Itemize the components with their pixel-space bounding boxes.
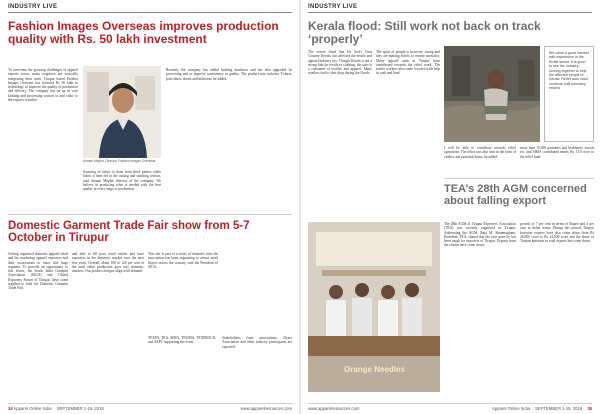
story2-headline: Domestic Garment Trade Fair show from 5-7 October in Tirupur xyxy=(8,220,250,245)
right-page-number: 35 xyxy=(587,406,592,411)
left-section-tag: INDUSTRY LIVE xyxy=(8,4,58,10)
story2-col3: This fair is part of a series of domestic fairs the association has been organising to attract retail buyers across the country, said the President of SIGA. xyxy=(148,252,218,269)
story1-photo-caption: Annam Megha, Director, Fashion Images Overseas xyxy=(83,159,156,163)
story2-col4: TEXPA, TEA, SIMA, TNGMA, TEXPROCIL and AEPC supporting the event. xyxy=(148,336,216,345)
tea-headline: TEA’s 28th AGM concerned about falling export xyxy=(444,183,587,207)
story1-col1: To overcome the growing challenges of apparel exports sector, many exporters are vertically integrating their units. Tirupur based Fashion Images Overseas has invested Rs 50 lakh in technology to improve the quality of production and delivery. The company has set up its own knitting and processing section to add value to the exports it makes. xyxy=(8,68,78,103)
kerala-col3: I will be able to contribute towards relief operations. The relief was also sent in the form of clothes and essential items, he added. xyxy=(444,146,516,159)
left-footer-mag: Apparel Online India xyxy=(13,406,52,411)
left-footer-rule xyxy=(8,403,292,404)
flood-photo-image xyxy=(444,46,540,142)
story2-col1: Getting organised domestic apparel retail and the marketing apparel exporters and their associations to enter this huge segment. To provide an opportunity to this sector, the South India Garment Association (SIGA) and Global Exporters Forum of Tirupur, have come together to hold the Domestic Garment Trade Fair. xyxy=(8,252,68,291)
right-footer-site[interactable]: www.apparelresources.com xyxy=(308,406,360,411)
left-footer xyxy=(8,406,292,411)
left-page-number: 34 xyxy=(8,406,13,411)
kerala-col4: more than 10,000 garments and bedsheets, towels etc. and SIMA contributed nearly Rs 1.10 crore to the relief fund. xyxy=(520,146,594,159)
story1-headline: Fashion Images Overseas improves production quality with Rs. 50 lakh investment xyxy=(8,19,279,46)
story2-col2: and able to fill poor retail outlets and have exporters in the domestic market over the next few years. Overall, about 100 to 120 per cent of the total value production goes into domestic markets. Our product designs align with demand. xyxy=(72,252,144,274)
kerala-col2: The spirit of people is however, strong and they are making efforts to restore normalcy. Many apparel units in Tirupur have contributed towards the relief work. The textile workers also came forward with help in cash and kind. xyxy=(376,50,440,76)
story1-col3: Recently the company has added knitting machines and has also upgraded its processing unit to improve consistency in quality. The product mix includes T-shirts, polo shirts, shorts and kidswear, he added. xyxy=(166,68,292,81)
tea-col1: The 28th AGM of Tirupur Exporters' Association (TEA) was recently organised in Tirupur. Addressing the AGM, Raja M. Shanmugham, President, TEA, shared that the year gone by has been tough for exporters of Tirupur. Exports from the cluster have come down. xyxy=(444,222,516,248)
right-footer-rule xyxy=(308,403,592,404)
agm-stage-image xyxy=(308,222,440,392)
left-footer-date: SEPTEMBER 1-15, 2018 xyxy=(56,406,104,411)
story1-photo xyxy=(83,66,161,158)
left-section-rule xyxy=(8,12,292,13)
page-gutter xyxy=(299,0,301,414)
right-section-tag: INDUSTRY LIVE xyxy=(308,4,358,10)
left-footer-site[interactable]: www.apparelresources.com xyxy=(240,406,292,411)
tea-col2: growth of 7 per cent in terms of Rupee and 4 per cent in dollar terms. During this period, Tirupur knitwear exports have also come down from Rs 26,000 crore to Rs 24,000 crore and the share of Tirupur knitwear in total exports has come down. xyxy=(520,222,594,244)
right-footer-mag: Apparel Online India xyxy=(492,406,530,411)
right-section-rule xyxy=(308,12,592,13)
story1-col2: Sourcing of fabric is done from third parties while fabric is then fed to the cutting and stitching section, said Annam Megha, director of the company. We believe in producing what is needed with the best quality at every stage of production. xyxy=(83,170,161,192)
kerala-quote-box: We value a good interest with experience in the textile sector. It is good to see the industry coming together to help the affected people of Kerala. Relief work must continue until normalcy returns. xyxy=(544,46,594,142)
tea-agm-photo xyxy=(308,222,440,392)
right-story-divider xyxy=(444,178,594,179)
portrait-image xyxy=(83,66,161,158)
kerala-headline: Kerala flood: Still work not back on track ‘properly’ xyxy=(308,19,541,46)
kerala-photo xyxy=(444,46,540,142)
left-story-divider xyxy=(8,214,292,215)
kerala-col1: The severe flood that hit God's Own Country Kerala, has affected the textile and apparel industry too. Though Kerala is not a strong hub for textile or clothing, the state is a consumer of textiles and apparel. Many retailers had to shut shop during the floods. xyxy=(308,50,372,76)
story2-col5: Stakeholders from associations, Dyers Association and other industry participants are expected. xyxy=(222,336,292,349)
right-footer xyxy=(308,406,592,411)
right-footer-date: SEPTEMBER 1-15, 2018 xyxy=(535,406,583,411)
orange-needles-text: Orange Needles xyxy=(344,365,405,374)
